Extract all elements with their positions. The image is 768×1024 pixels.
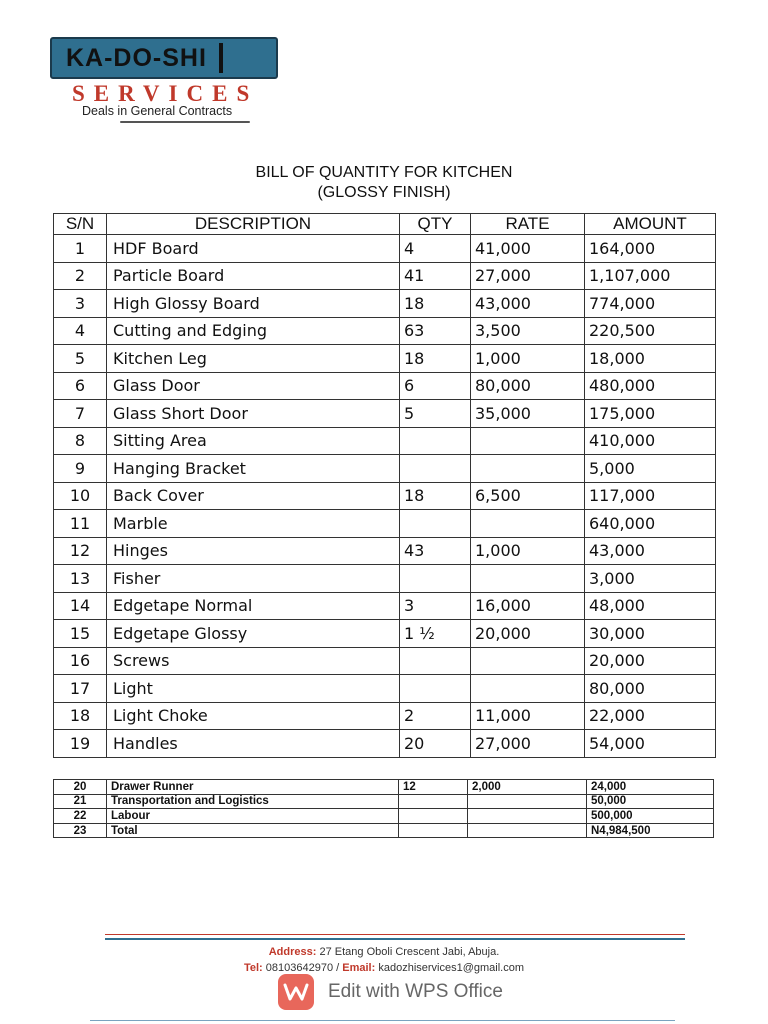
rate-cell: 11,000 [471, 702, 585, 730]
sn-cell: 9 [54, 455, 107, 483]
bill-of-quantity-table [53, 213, 716, 758]
rate-cell [471, 427, 585, 455]
amount-cell: 50,000 [587, 794, 714, 809]
description-cell: Labour [107, 809, 399, 824]
table-row [54, 400, 716, 428]
description-cell: Particle Board [107, 262, 400, 290]
description-cell: Glass Short Door [107, 400, 400, 428]
rate-cell [471, 455, 585, 483]
table-row [54, 794, 714, 809]
rate-cell: 3,500 [471, 317, 585, 345]
description-cell: HDF Board [107, 235, 400, 263]
sn-cell: 13 [54, 565, 107, 593]
qty-cell: 4 [400, 235, 471, 263]
description-cell: High Glossy Board [107, 290, 400, 318]
sn-cell: 4 [54, 317, 107, 345]
bottom-rule [90, 1020, 675, 1021]
amount-cell: 3,000 [585, 565, 716, 593]
amount-cell: 164,000 [585, 235, 716, 263]
table-row [54, 780, 714, 795]
contact-separator: / [336, 962, 340, 974]
address-text: 27 Etang Oboli Crescent Jabi, Abuja. [319, 946, 500, 958]
amount-cell: 410,000 [585, 427, 716, 455]
amount-cell: 48,000 [585, 592, 716, 620]
amount-cell: 640,000 [585, 510, 716, 538]
qty-cell: 18 [400, 482, 471, 510]
description-cell: Light [107, 675, 400, 703]
description-cell: Hinges [107, 537, 400, 565]
amount-cell: 175,000 [585, 400, 716, 428]
sn-cell: 11 [54, 510, 107, 538]
table-row [54, 565, 716, 593]
table-row [54, 317, 716, 345]
qty-cell: 12 [399, 780, 468, 795]
header-description: DESCRIPTION [107, 214, 400, 235]
footer-divider [105, 934, 685, 940]
qty-cell: 63 [400, 317, 471, 345]
description-cell: Fisher [107, 565, 400, 593]
table-row [54, 537, 716, 565]
sn-cell: 8 [54, 427, 107, 455]
sn-cell: 20 [54, 780, 107, 795]
description-cell: Edgetape Normal [107, 592, 400, 620]
amount-cell: 500,000 [587, 809, 714, 824]
header-qty: QTY [400, 214, 471, 235]
table-row [54, 372, 716, 400]
qty-cell: 20 [400, 730, 471, 758]
description-cell: Sitting Area [107, 427, 400, 455]
sn-cell: 19 [54, 730, 107, 758]
header-amount: AMOUNT [585, 214, 716, 235]
tel-label: Tel: [243, 962, 263, 974]
table-row [54, 823, 714, 838]
rate-cell: 27,000 [471, 262, 585, 290]
table-row [54, 730, 716, 758]
rate-cell: 27,000 [471, 730, 585, 758]
qty-cell: 18 [400, 290, 471, 318]
table-row [54, 455, 716, 483]
sn-cell: 17 [54, 675, 107, 703]
table-row [54, 809, 714, 824]
header-sn: S/N [54, 214, 107, 235]
description-cell: Transportation and Logistics [107, 794, 399, 809]
rate-cell [471, 647, 585, 675]
description-cell: Light Choke [107, 702, 400, 730]
logo-underline [120, 121, 250, 123]
amount-cell: 22,000 [585, 702, 716, 730]
header-rate: RATE [471, 214, 585, 235]
rate-cell [468, 809, 587, 824]
amount-cell: 54,000 [585, 730, 716, 758]
table-row [54, 510, 716, 538]
wps-text: Edit with WPS Office [328, 981, 503, 1002]
qty-cell: 5 [400, 400, 471, 428]
description-cell: Glass Door [107, 372, 400, 400]
logo-bar [219, 43, 223, 73]
sn-cell: 14 [54, 592, 107, 620]
address-label: Address: [268, 946, 317, 958]
amount-cell: 80,000 [585, 675, 716, 703]
rate-cell: 2,000 [468, 780, 587, 795]
amount-cell: 480,000 [585, 372, 716, 400]
amount-cell: 43,000 [585, 537, 716, 565]
amount-cell: 30,000 [585, 620, 716, 648]
table-row [54, 647, 716, 675]
rate-cell [471, 565, 585, 593]
sn-cell: 21 [54, 794, 107, 809]
footer-address [0, 946, 768, 958]
amount-cell: 20,000 [585, 647, 716, 675]
table-row [54, 675, 716, 703]
amount-cell: N4,984,500 [587, 823, 714, 838]
rate-cell: 43,000 [471, 290, 585, 318]
amount-cell: 18,000 [585, 345, 716, 373]
qty-cell: 18 [400, 345, 471, 373]
description-cell: Kitchen Leg [107, 345, 400, 373]
rate-cell [468, 794, 587, 809]
description-cell: Hanging Bracket [107, 455, 400, 483]
sn-cell: 16 [54, 647, 107, 675]
sn-cell: 6 [54, 372, 107, 400]
rate-cell: 41,000 [471, 235, 585, 263]
table-header-row [54, 214, 716, 235]
qty-cell [399, 809, 468, 824]
footer-contact [0, 962, 768, 974]
qty-cell: 1 ½ [400, 620, 471, 648]
rate-cell [471, 510, 585, 538]
logo-banner [50, 37, 278, 79]
sn-cell: 5 [54, 345, 107, 373]
table-row [54, 262, 716, 290]
wps-icon [278, 974, 314, 1010]
rate-cell: 20,000 [471, 620, 585, 648]
table-row [54, 345, 716, 373]
description-cell: Total [107, 823, 399, 838]
qty-cell [400, 455, 471, 483]
logo-main-text: KA-DO-SHI [66, 43, 207, 72]
company-logo [50, 37, 282, 123]
sn-cell: 12 [54, 537, 107, 565]
rate-cell: 35,000 [471, 400, 585, 428]
rate-cell: 1,000 [471, 537, 585, 565]
amount-cell: 117,000 [585, 482, 716, 510]
wps-watermark[interactable] [278, 974, 503, 1010]
rate-cell: 80,000 [471, 372, 585, 400]
email-label: Email: [342, 962, 376, 974]
qty-cell [400, 647, 471, 675]
sn-cell: 3 [54, 290, 107, 318]
sn-cell: 2 [54, 262, 107, 290]
qty-cell [400, 675, 471, 703]
logo-tagline: Deals in General Contracts [82, 104, 233, 118]
table-row [54, 482, 716, 510]
qty-cell: 6 [400, 372, 471, 400]
tel-number: 08103642970 [265, 962, 334, 974]
table-row [54, 427, 716, 455]
description-cell: Back Cover [107, 482, 400, 510]
description-cell: Drawer Runner [107, 780, 399, 795]
table-row [54, 235, 716, 263]
table-row [54, 592, 716, 620]
amount-cell: 220,500 [585, 317, 716, 345]
qty-cell: 43 [400, 537, 471, 565]
rate-cell: 6,500 [471, 482, 585, 510]
description-cell: Marble [107, 510, 400, 538]
amount-cell: 1,107,000 [585, 262, 716, 290]
summary-table [53, 779, 714, 838]
table-row [54, 702, 716, 730]
qty-cell [400, 510, 471, 538]
description-cell: Screws [107, 647, 400, 675]
qty-cell [399, 823, 468, 838]
sn-cell: 15 [54, 620, 107, 648]
rate-cell [468, 823, 587, 838]
qty-cell: 41 [400, 262, 471, 290]
logo-sub-text: SERVICES [72, 81, 259, 106]
qty-cell: 3 [400, 592, 471, 620]
rate-cell [471, 675, 585, 703]
table-row [54, 620, 716, 648]
amount-cell: 24,000 [587, 780, 714, 795]
rate-cell: 1,000 [471, 345, 585, 373]
qty-cell [399, 794, 468, 809]
qty-cell [400, 427, 471, 455]
sn-cell: 18 [54, 702, 107, 730]
rate-cell: 16,000 [471, 592, 585, 620]
sn-cell: 10 [54, 482, 107, 510]
sn-cell: 23 [54, 823, 107, 838]
qty-cell: 2 [400, 702, 471, 730]
document-title [0, 163, 768, 203]
description-cell: Cutting and Edging [107, 317, 400, 345]
description-cell: Edgetape Glossy [107, 620, 400, 648]
title-line-1: BILL OF QUANTITY FOR KITCHEN [255, 164, 513, 181]
title-line-2: (GLOSSY FINISH) [317, 184, 451, 201]
sn-cell: 1 [54, 235, 107, 263]
sn-cell: 22 [54, 809, 107, 824]
description-cell: Handles [107, 730, 400, 758]
email-address: kadozhiservices1@gmail.com [378, 962, 525, 974]
amount-cell: 774,000 [585, 290, 716, 318]
sn-cell: 7 [54, 400, 107, 428]
amount-cell: 5,000 [585, 455, 716, 483]
qty-cell [400, 565, 471, 593]
table-row [54, 290, 716, 318]
